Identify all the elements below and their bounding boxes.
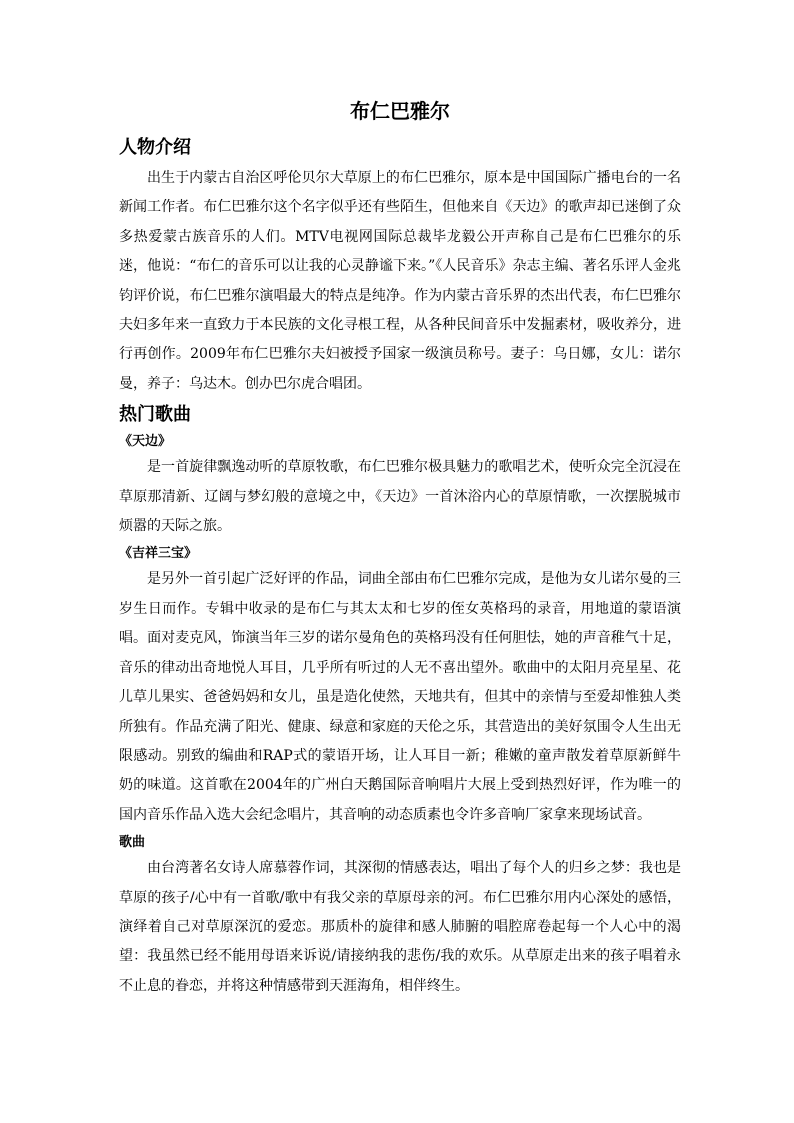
song-title-tianbian: 《天边》 — [119, 434, 172, 450]
song-paragraph-tianbian: 是一首旋律飘逸动听的草原牧歌，布仁巴雅尔极具魅力的歌唱艺术，使听众完全沉浸在草原那清新、辽阔与梦幻般的意境之中，《天边》一首沐浴内心的草原情歌，一次摆脱城市烦嚣的天际之旅。 — [119, 459, 681, 535]
document-page — [119, 96, 681, 1001]
section-heading-songs: 热门歌曲 — [119, 404, 191, 426]
song-title-jixiangsanbao: 《吉祥三宝》 — [119, 546, 198, 562]
document-title: 布仁巴雅尔 — [350, 99, 450, 123]
section-heading-bio: 人物介绍 — [119, 137, 191, 158]
bio-paragraph: 出生于内蒙古自治区呼伦贝尔大草原上的布仁巴雅尔，原本是中国国际广播电台的一名新闻工作者。布仁巴雅尔这个名字似乎还有些陌生，但他来自《天边》的歌声却已迷倒了众多热爱蒙古族音乐的人们。MTV电视网国际总裁毕龙毅公开声称自己是布仁巴雅尔的乐迷，他说：“布仁的音乐可以让我的心灵静谧下来。”《人民音乐》杂志主编、著名乐评人金兆钧评价说，布仁巴雅尔演唱最大的特点是纯净。作为内蒙古音乐界的杰出代表，布仁巴雅尔夫妇多年来一直致力于本民族的文化寻根工程，从各种民间音乐中发掘素材，吸收养分，进行再创作。2009年布仁巴雅尔夫妇被授予国家一级演员称号。妻子：乌日娜，女儿：诺尔曼，养子：乌达木。创办巴尔虎合唱团。 — [119, 170, 681, 392]
song-paragraph-jixiangsanbao: 是另外一首引起广泛好评的作品，词曲全部由布仁巴雅尔完成，是他为女儿诺尔曼的三岁生日而作。专辑中收录的是布仁与其太太和七岁的侄女英格玛的录音，用地道的蒙语演唱。面对麦克风，饰演当年三岁的诺尔曼角色的英格玛没有任何胆怯，她的声音稚气十足，音乐的律动出奇地悦人耳目，几乎所有听过的人无不喜出望外。歌曲中的太阳月亮星星、花儿草儿果实、爸爸妈妈和女儿，虽是造化使然，天地共有，但其中的亲情与至爱却惟独人类所独有。作品充满了阳光、健康、绿意和家庭的天伦之乐，其营造出的美好氛围令人生出无限感动。别致的编曲和RAP式的蒙语开场，让人耳目一新；稚嫩的童声散发着草原新鲜牛奶的味道。这首歌在2004年的广州白天鹅国际音响唱片大展上受到热烈好评，作为唯一的国内音乐作品入选大会纪念唱片，其音响的动态质素也令许多音响厂家拿来现场试音。 — [119, 571, 681, 823]
song-paragraph-gequ: 由台湾著名女诗人席慕蓉作词，其深彻的情感表达，唱出了每个人的归乡之梦：我也是草原的孩子/心中有一首歌/歌中有我父亲的草原母亲的河。布仁巴雅尔用内心深处的感悟，演绎着自己对草原深沉的爱恋。那质朴的旋律和感人肺腑的唱腔席卷起每一个人心中的渴望：我虽然已经不能用母语来诉说/请接纳我的悲伤/我的欢乐。从草原走出来的孩子唱着永不止息的眷恋，并将这种情感带到天涯海角，相伴终生。 — [119, 860, 681, 994]
song-title-gequ: 歌曲 — [119, 835, 146, 851]
